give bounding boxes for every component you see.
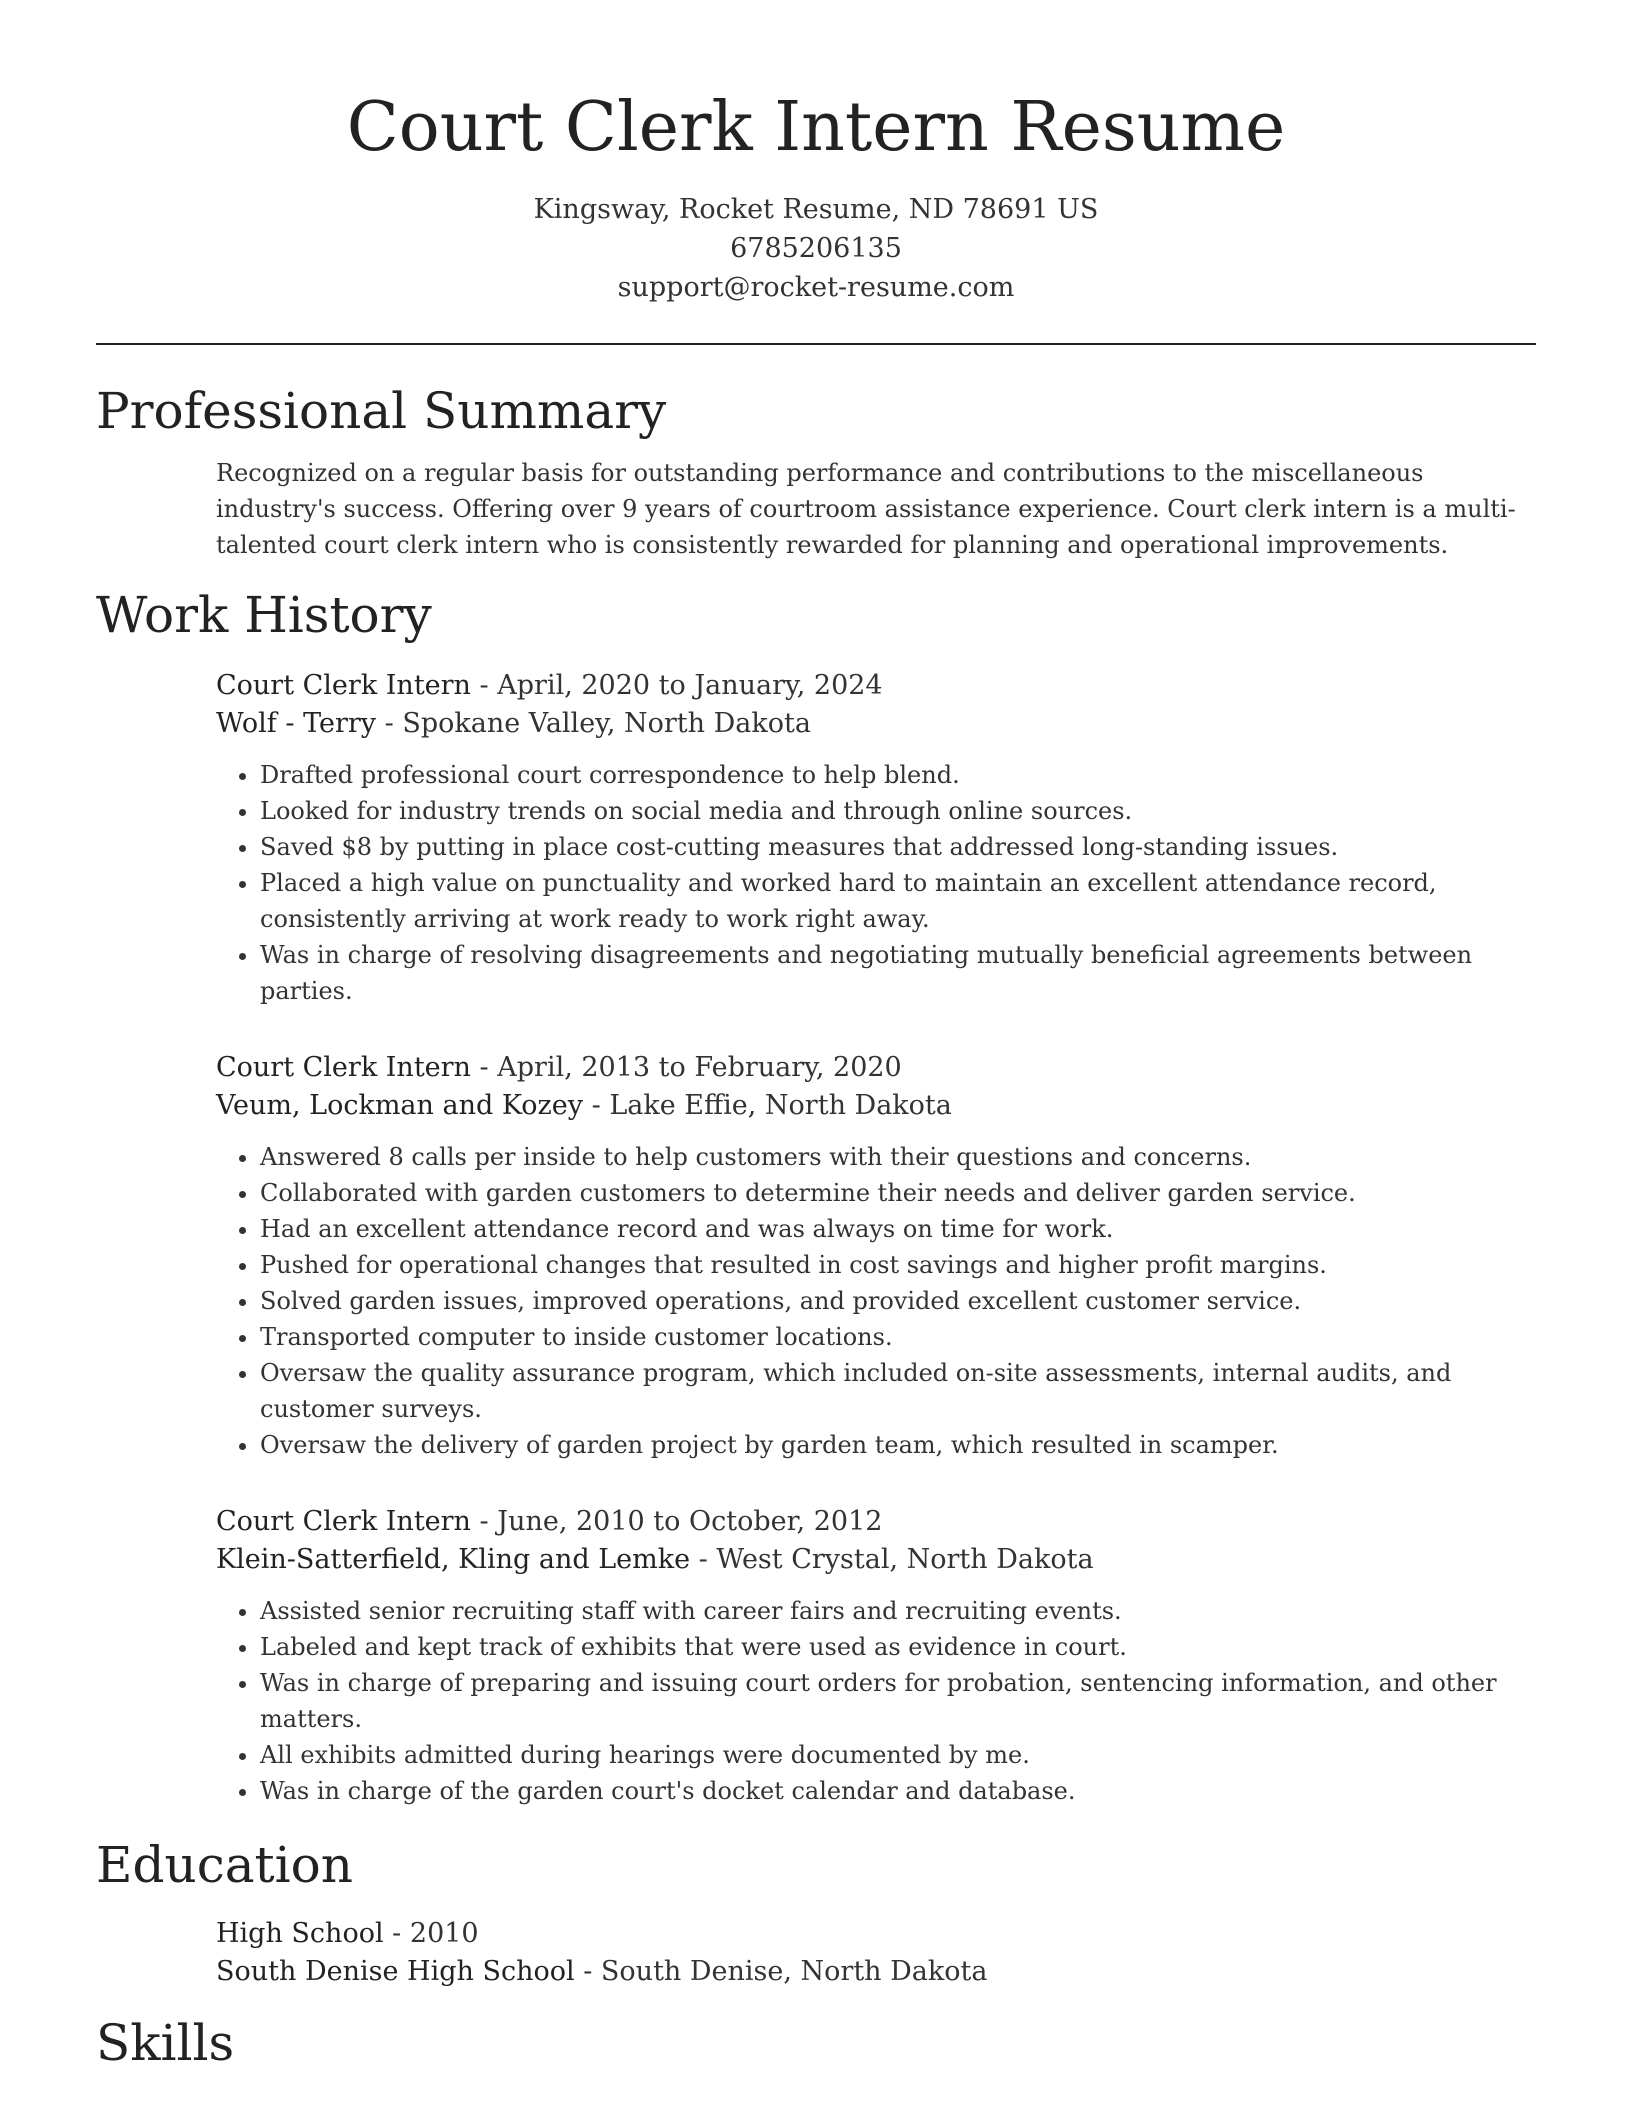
job-bullet-list — [216, 757, 1536, 1009]
resume-page — [96, 0, 1536, 2073]
job-bullet: • Looked for industry trends on social media and through online sources. — [260, 793, 1536, 829]
job-company-line — [216, 1541, 1536, 1579]
job-bullet: • Oversaw the delivery of garden project by garden team, which resulted in scamper. — [260, 1427, 1536, 1463]
job-company-line — [216, 1087, 1536, 1125]
separator: - — [470, 1052, 498, 1083]
job-bullet: • Pushed for operational changes that resulted in cost savings and higher profit margins. — [260, 1247, 1536, 1283]
separator: - — [376, 708, 403, 739]
job-dates: June, 2010 to October, 2012 — [497, 1506, 883, 1537]
education-school-line — [216, 1953, 1536, 1991]
job-bullet: • Drafted professional court correspondence to help blend. — [260, 757, 1536, 793]
job-bullet: • Was in charge of preparing and issuing court orders for probation, sentencing information, and other matters. — [260, 1665, 1536, 1737]
job-dates: April, 2020 to January, 2024 — [497, 670, 883, 701]
job-company: Wolf - Terry — [216, 708, 377, 739]
job-bullet: • Labeled and kept track of exhibits that were used as evidence in court. — [260, 1629, 1536, 1665]
education-location: South Denise, North Dakota — [600, 1956, 988, 1987]
section-heading-education: Education — [96, 1836, 353, 1894]
job-company: Klein-Satterfield, Kling and Lemke — [216, 1544, 691, 1575]
section-heading-work: Work History — [96, 586, 432, 644]
job-entry — [216, 667, 1536, 1009]
resume-title: Court Clerk Intern Resume — [346, 88, 1286, 167]
job-bullet: • Oversaw the quality assurance program, which included on-site assessments, internal audits, and customer surveys. — [260, 1355, 1536, 1427]
job-bullet: • Placed a high value on punctuality and worked hard to maintain an excellent attendance record, consistently arriving at work ready to work right away. — [260, 865, 1536, 937]
job-bullet: • Answered 8 calls per inside to help customers with their questions and concerns. — [260, 1139, 1536, 1175]
job-bullet: • All exhibits admitted during hearings were documented by me. — [260, 1737, 1536, 1773]
education-year: 2010 — [409, 1918, 479, 1949]
job-location: West Crystal, North Dakota — [716, 1544, 1094, 1575]
section-heading-skills: Skills — [96, 2014, 235, 2072]
section-heading-summary: Professional Summary — [96, 382, 667, 440]
summary-text: Recognized on a regular basis for outstanding performance and contributions to the miscellaneous industry's success. Offering over 9 years of courtroom assistance experience. Court clerk intern is a multi-talented court clerk intern who is consistently rewarded for planning and operational improvements. — [216, 459, 1516, 559]
job-entry — [216, 1049, 1536, 1463]
job-bullet: • Collaborated with garden customers to determine their needs and deliver garden service. — [260, 1175, 1536, 1211]
contact-address: Kingsway, Rocket Resume, ND 78691 US — [533, 194, 1099, 225]
job-company-line — [216, 705, 1536, 743]
education-degree-line — [216, 1915, 1536, 1953]
job-company: Veum, Lockman and Kozey — [216, 1090, 584, 1121]
separator: - — [470, 1506, 498, 1537]
job-title-line — [216, 1049, 1536, 1087]
contact-email: support@rocket-resume.com — [617, 272, 1015, 303]
job-bullet: • Transported computer to inside customer locations. — [260, 1319, 1536, 1355]
job-location: Lake Effie, North Dakota — [609, 1090, 952, 1121]
job-location: Spokane Valley, North Dakota — [402, 708, 811, 739]
separator: - — [574, 1956, 601, 1987]
job-bullet: • Was in charge of resolving disagreements and negotiating mutually beneficial agreements between parties. — [260, 937, 1536, 1009]
job-bullet: • Assisted senior recruiting staff with career fairs and recruiting events. — [260, 1593, 1536, 1629]
job-title: Court Clerk Intern — [216, 1506, 471, 1537]
education-degree: High School — [216, 1918, 384, 1949]
contact-info — [96, 190, 1536, 307]
job-dates: April, 2013 to February, 2020 — [497, 1052, 902, 1083]
job-title-line — [216, 1503, 1536, 1541]
job-bullet: • Saved $8 by putting in place cost-cutting measures that addressed long-standing issues. — [260, 829, 1536, 865]
job-bullet-list — [216, 1593, 1536, 1809]
job-title: Court Clerk Intern — [216, 670, 471, 701]
header-divider — [96, 343, 1536, 345]
separator: - — [383, 1918, 410, 1949]
job-bullet: • Had an excellent attendance record and was always on time for work. — [260, 1211, 1536, 1247]
job-title: Court Clerk Intern — [216, 1052, 471, 1083]
work-history-section — [96, 585, 1536, 1809]
education-section — [96, 1835, 1536, 1991]
job-entry — [216, 1503, 1536, 1809]
job-bullet-list — [216, 1139, 1536, 1463]
job-bullet: • Solved garden issues, improved operations, and provided excellent customer service. — [260, 1283, 1536, 1319]
contact-phone: 6785206135 — [730, 233, 902, 264]
separator: - — [690, 1544, 717, 1575]
separator: - — [470, 670, 498, 701]
education-entry — [216, 1915, 1536, 1991]
skills-section — [96, 2013, 1536, 2073]
job-title-line — [216, 667, 1536, 705]
professional-summary-section — [96, 381, 1536, 563]
education-school: South Denise High School — [216, 1956, 575, 1987]
separator: - — [583, 1090, 610, 1121]
job-bullet: • Was in charge of the garden court's docket calendar and database. — [260, 1773, 1536, 1809]
